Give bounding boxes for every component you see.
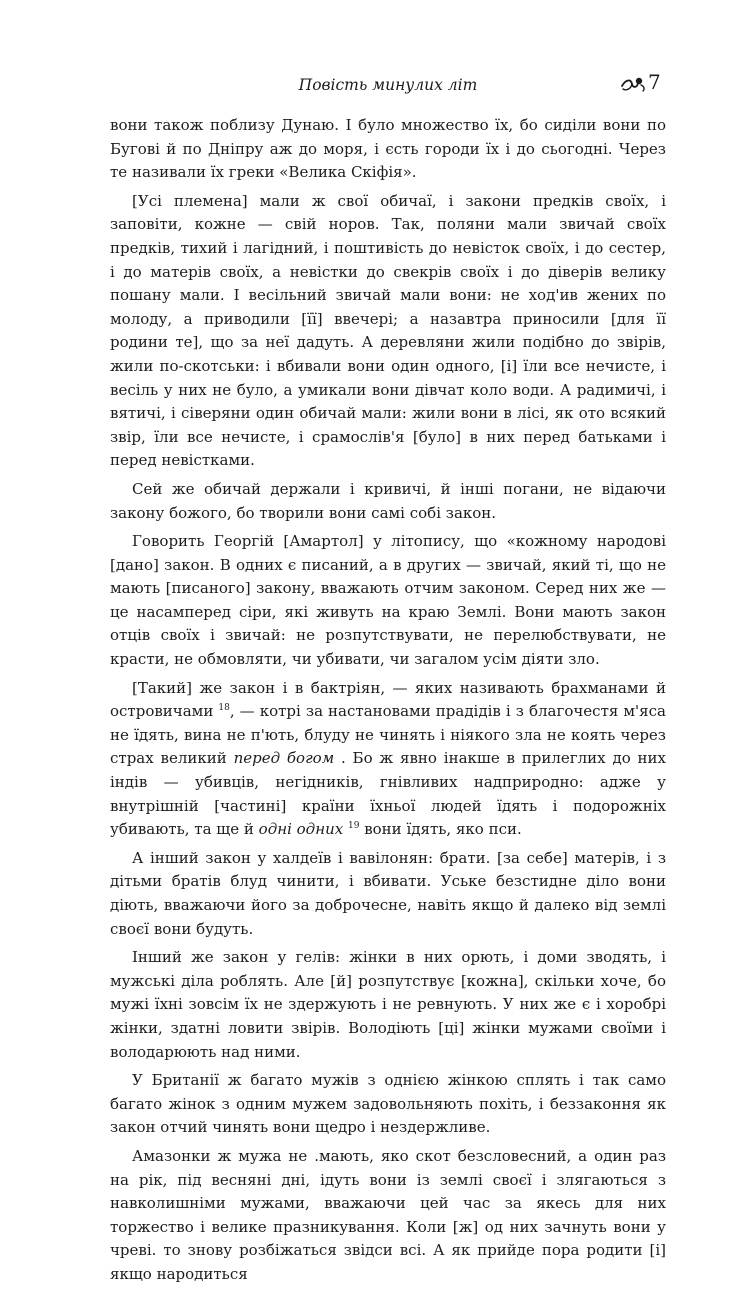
text-run: А інший закон у халдеїв і вавілонян: брати. [за себе] матерів, і з дітьми братів блуд чинити, і вбивати. Уське безстидне діло вони діють, вважаючи його за доброчесне, навіть якщо й далеко від землі своєї вони будуть. [110,848,666,938]
paragraph [110,114,666,185]
text-run: Сей же обичай держали і кривичі, й інші погани, не відаючи закону божого, бо творили вони самі собі закон. [110,479,666,522]
paragraph [110,1069,666,1140]
running-header [110,70,666,102]
text-run: Інший же закон у гелів: жінки в них орють, і доми зводять, і мужські діла роблять. Але [й] розпутствує [кожна], скільки хоче, бо мужі їхні зовсім їх не здержують і не ревнують. У них же є і хоробрі жінки, здатні ловити звірів. Володіють [ці] жінки мужами своїми і володарюють над ними. [110,948,666,1061]
paragraph [110,677,666,842]
body-text [110,114,666,1292]
footnote-marker: 19 [347,821,360,832]
paragraph [110,1145,666,1287]
text-run: [Такий] же закон і в бактріян, — яких називають брахманами й островичами [110,678,666,721]
text-run: . Бо ж явно інакше в прилеглих до них індів — убивців, негідників, гнівливих надприродно: адже у внутрішній [частині] країни їхньої людей їдять і подорожніх убивають, та ще й [110,749,666,839]
italic-text-run: одні одних [258,820,344,839]
paragraph [110,478,666,525]
paragraph [110,530,666,672]
text-run: Говорить Георгій [Амартол] у літопису, що «кожному народові [дано] закон. В одних є писаний, а в других — звичай, який ті, що не мають [писаного] закону, вважають отчим законом. Серед них же — це насамперед сіри, які живуть на краю Землі. Вони мають закон отців своїх і звичай: не розпутствувати, не перелюбствувати, не красти, не обмовляти, чи убивати, чи загалом усім діяти зло. [110,532,666,669]
page-number: 7 [648,70,661,94]
text-run: вони їдять, яко пси. [359,820,522,839]
text-run: , — котрі за настановами прадідів і з благочестя м'яса не їдять, вина не п'ють, блуду не чинять і ніякого зла не коять через страх великий [110,702,666,768]
paragraph [110,946,666,1064]
paragraph [110,190,666,473]
book-page [110,0,666,1283]
text-run: Амазонки ж мужа не .мають, яко скот безсловесний, а один раз на рік, під весняні дні, ідуть вони із землі своєї і злягаються з навколишніми мужами, вважаючи цей час за якесь для них торжество і велике празникування. Коли [ж] од них зачнуть вони у чреві. то знову розбіжаться звідси всі. А як прийде пора родити [і] якщо народиться [110,1146,666,1283]
running-title: Повість минулих літ [298,76,478,94]
text-run: [Усі племена] мали ж свої обичаї, і закони предків своїх, і заповіти, кожне — свій норов. Так, поляни мали звичай своїх предків, тихий і лагідний, і поштивість до невісток своїх, і до сестер, і до матерів своїх, а невістки до свекрів своїх і до діверів велику пошану мали. І весільний звичай мали вони: не ход'ив жених по молоду, а приводили [її] ввечері; а назавтра приносили [для її родини те], що за неї дадуть. А деревляни жили подібно до звірів, жили по-скотськи: і вбивали вони один одного, [і] їли все нечисте, і весіль у них не було, а умикали вони дівчат коло води. А радимичі, і вятичі, і сіверяни один обичай мали: жили вони в лісі, як ото всякий звір, їли все нечисте, і срамослів'я [було] в них перед батьками і перед невістками. [110,191,666,470]
italic-text-run: перед богом [233,749,335,768]
text-run: вони також поблизу Дунаю. І було множество їх, бо сиділи вони по Бугові й по Дніпру аж до моря, і єсть городи їх і до сьогодні. Через те називали їх греки «Велика Скіфія». [110,116,666,182]
text-run: У Британії ж багато мужів з однією жінкою сплять і так само багато жінок з одним мужем задовольняють похіть, і беззаконня як закон отчий чинять вони щедро і нездержливе. [110,1071,666,1137]
fleuron-ornament-icon [620,73,646,93]
footnote-marker: 18 [218,703,230,714]
paragraph [110,847,666,941]
